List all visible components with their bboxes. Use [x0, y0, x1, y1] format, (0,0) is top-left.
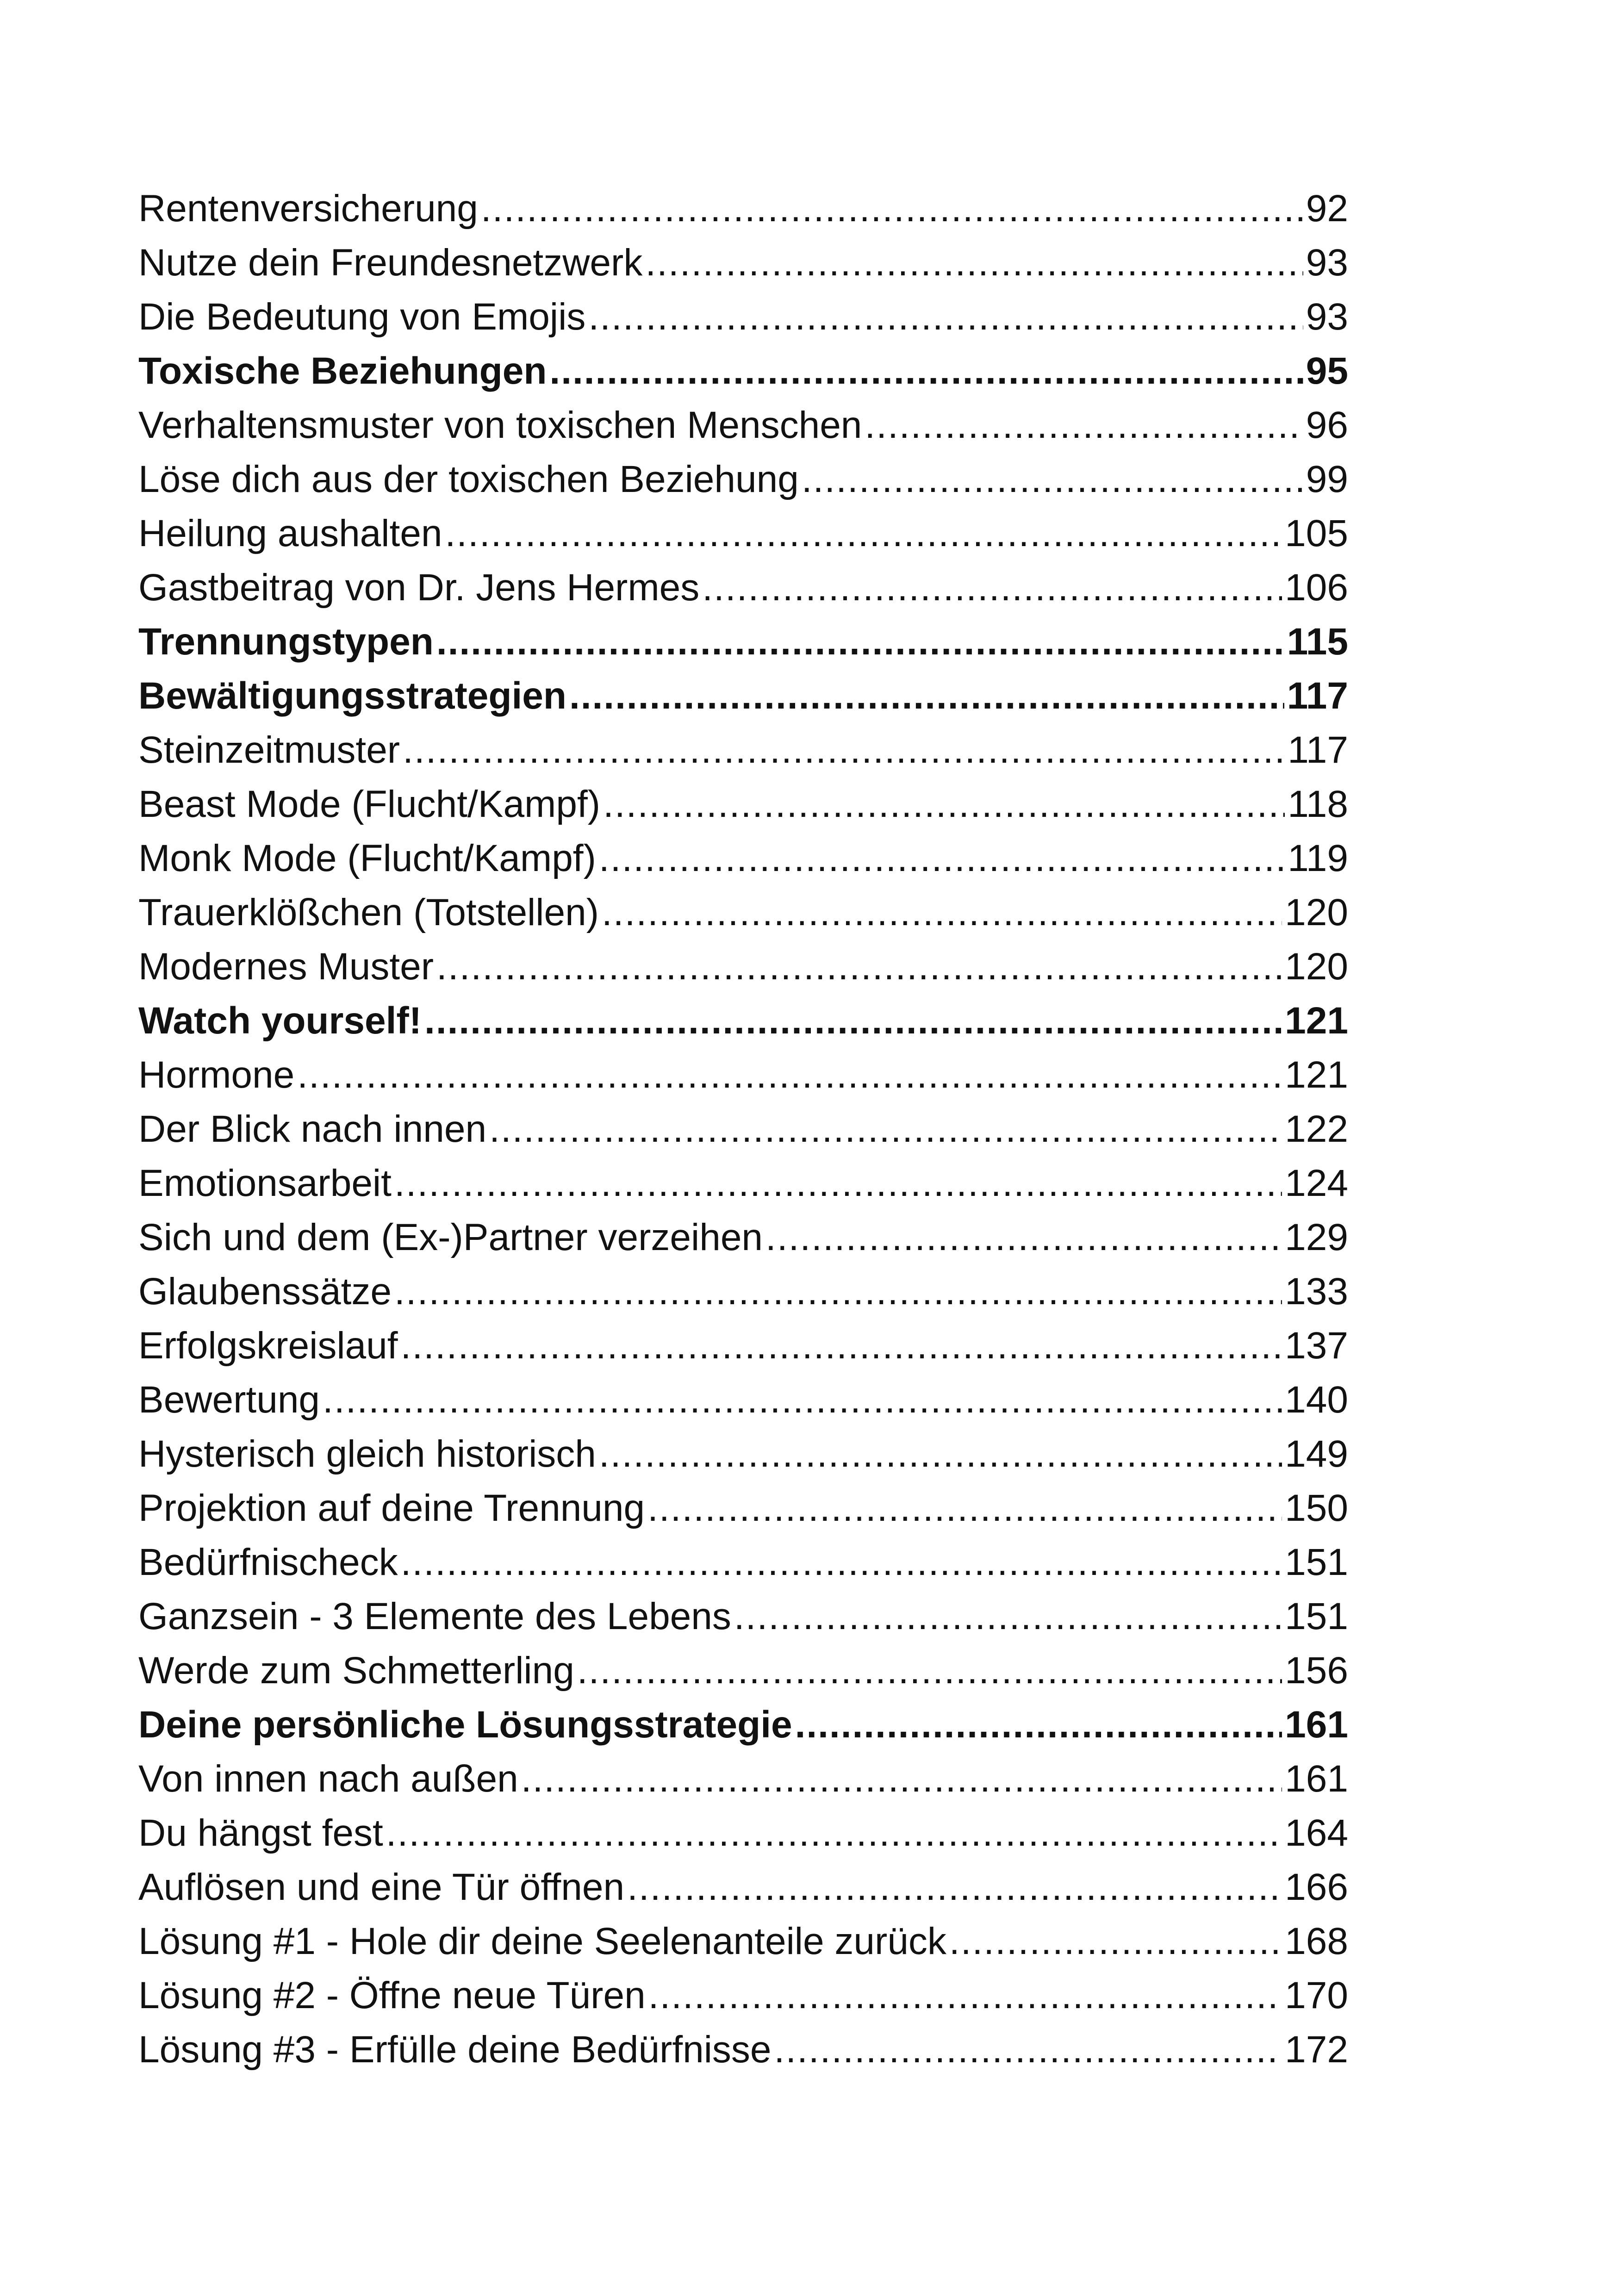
page-number: 140 [1285, 1379, 1348, 1421]
entry-title: Heilung aushalten [138, 512, 442, 554]
page-number: 120 [1285, 891, 1348, 933]
dot-leader [795, 1698, 1282, 1752]
dot-leader [436, 615, 1284, 669]
page-number: 161 [1285, 1704, 1348, 1746]
toc-chapter-entry [138, 344, 1348, 398]
entry-title: Modernes Muster [138, 946, 434, 988]
page-number: 93 [1306, 296, 1348, 338]
dot-leader [588, 290, 1303, 344]
dot-leader [865, 398, 1303, 452]
dot-leader [386, 1806, 1282, 1860]
toc-entry [138, 236, 1348, 290]
entry-title: Emotionsarbeit [138, 1162, 392, 1204]
entry-title: Gastbeitrag von Dr. Jens Hermes [138, 566, 700, 609]
toc-entry [138, 885, 1348, 940]
dot-leader [765, 1210, 1282, 1264]
toc-chapter-entry [138, 669, 1348, 723]
page-number: 172 [1285, 2028, 1348, 2071]
page-number: 164 [1285, 1812, 1348, 1854]
dot-leader [401, 1319, 1282, 1373]
dot-leader [602, 885, 1282, 940]
entry-title: Erfolgskreislauf [138, 1325, 398, 1367]
toc-entry [138, 831, 1348, 885]
dot-leader [394, 1156, 1282, 1210]
toc-entry [138, 2022, 1348, 2077]
toc-entry [138, 1968, 1348, 2022]
page-number: 168 [1285, 1920, 1348, 1962]
entry-title: Beast Mode (Flucht/Kampf) [138, 783, 601, 825]
entry-title: Toxische Beziehungen [138, 350, 547, 392]
page-number: 137 [1285, 1325, 1348, 1367]
page-number: 106 [1285, 566, 1348, 609]
entry-title: Hormone [138, 1054, 295, 1096]
entry-title: Bewertung [138, 1379, 320, 1421]
dot-leader [521, 1752, 1282, 1806]
page-number: 151 [1285, 1595, 1348, 1637]
dot-leader [401, 1535, 1282, 1589]
dot-leader [445, 506, 1282, 560]
page-number: 150 [1285, 1487, 1348, 1529]
page-number: 93 [1306, 242, 1348, 284]
toc-entry [138, 506, 1348, 560]
toc-chapter-entry [138, 994, 1348, 1048]
toc-entry [138, 181, 1348, 236]
entry-title: Sich und dem (Ex-)Partner verzeihen [138, 1216, 763, 1258]
entry-title: Lösung #1 - Hole dir deine Seelenanteile zurück [138, 1920, 946, 1962]
toc-entry [138, 1264, 1348, 1319]
page-number: 133 [1285, 1270, 1348, 1313]
entry-title: Du hängst fest [138, 1812, 383, 1854]
dot-leader [603, 777, 1285, 831]
entry-title: Bewältigungsstrategien [138, 675, 566, 717]
page-number: 105 [1285, 512, 1348, 554]
entry-title: Nutze dein Freundesnetzwerk [138, 242, 643, 284]
dot-leader [702, 560, 1282, 615]
toc-entry [138, 1914, 1348, 1968]
entry-title: Monk Mode (Flucht/Kampf) [138, 837, 596, 879]
dot-leader [802, 452, 1303, 506]
entry-title: Trennungstypen [138, 621, 434, 663]
toc-entry [138, 723, 1348, 777]
entry-title: Von innen nach außen [138, 1758, 518, 1800]
page-number: 92 [1306, 187, 1348, 230]
dot-leader [569, 669, 1284, 723]
dot-leader [394, 1264, 1282, 1319]
toc-entry [138, 1806, 1348, 1860]
page-number: 151 [1285, 1541, 1348, 1583]
toc-entry [138, 1102, 1348, 1156]
dot-leader [599, 1427, 1282, 1481]
entry-title: Bedürfnischeck [138, 1541, 398, 1583]
dot-leader [577, 1643, 1282, 1698]
entry-title: Ganzsein - 3 Elemente des Lebens [138, 1595, 731, 1637]
dot-leader [627, 1860, 1282, 1914]
page-number: 156 [1285, 1649, 1348, 1692]
toc-entry [138, 1481, 1348, 1535]
toc-entry [138, 1427, 1348, 1481]
entry-title: Löse dich aus der toxischen Beziehung [138, 458, 799, 500]
dot-leader [774, 2022, 1282, 2077]
toc-entry [138, 1752, 1348, 1806]
toc-entry [138, 1643, 1348, 1698]
toc-entry [138, 1373, 1348, 1427]
dot-leader [424, 994, 1282, 1048]
dot-leader [297, 1048, 1282, 1102]
toc-entry [138, 1210, 1348, 1264]
entry-title: Rentenversicherung [138, 187, 478, 230]
toc-entry [138, 1535, 1348, 1589]
dot-leader [403, 723, 1285, 777]
entry-title: Deine persönliche Lösungsstrategie [138, 1704, 792, 1746]
toc-entry [138, 777, 1348, 831]
page-number: 115 [1287, 621, 1348, 663]
page-number: 166 [1285, 1866, 1348, 1908]
dot-leader [645, 236, 1303, 290]
toc-entry [138, 1048, 1348, 1102]
entry-title: Hysterisch gleich historisch [138, 1433, 596, 1475]
page-number: 117 [1287, 675, 1348, 717]
entry-title: Watch yourself! [138, 1000, 422, 1042]
dot-leader [436, 940, 1282, 994]
entry-title: Steinzeitmuster [138, 729, 400, 771]
toc-chapter-entry [138, 1698, 1348, 1752]
table-of-contents [138, 181, 1348, 2077]
page-number: 129 [1285, 1216, 1348, 1258]
entry-title: Auflösen und eine Tür öffnen [138, 1866, 625, 1908]
toc-chapter-entry [138, 615, 1348, 669]
entry-title: Der Blick nach innen [138, 1108, 487, 1150]
page-number: 99 [1306, 458, 1348, 500]
toc-entry [138, 1860, 1348, 1914]
page-number: 122 [1285, 1108, 1348, 1150]
entry-title: Glaubenssätze [138, 1270, 392, 1313]
page-number: 96 [1306, 404, 1348, 446]
page-number: 121 [1285, 1054, 1348, 1096]
entry-title: Trauerklößchen (Totstellen) [138, 891, 599, 933]
toc-entry [138, 940, 1348, 994]
page-number: 95 [1306, 350, 1348, 392]
toc-entry [138, 398, 1348, 452]
toc-entry [138, 290, 1348, 344]
entry-title: Werde zum Schmetterling [138, 1649, 574, 1692]
page-number: 124 [1285, 1162, 1348, 1204]
page-number: 118 [1288, 783, 1348, 825]
toc-entry [138, 452, 1348, 506]
toc-entry [138, 1319, 1348, 1373]
dot-leader [549, 344, 1303, 398]
dot-leader [489, 1102, 1282, 1156]
dot-leader [323, 1373, 1282, 1427]
dot-leader [949, 1914, 1282, 1968]
toc-entry [138, 1156, 1348, 1210]
dot-leader [481, 181, 1303, 236]
page-number: 119 [1288, 837, 1348, 879]
dot-leader [734, 1589, 1282, 1643]
toc-entry [138, 1589, 1348, 1643]
entry-title: Die Bedeutung von Emojis [138, 296, 586, 338]
page-number: 121 [1285, 1000, 1348, 1042]
dot-leader [647, 1481, 1282, 1535]
toc-entry [138, 560, 1348, 615]
entry-title: Projektion auf deine Trennung [138, 1487, 645, 1529]
page-number: 149 [1285, 1433, 1348, 1475]
entry-title: Lösung #2 - Öffne neue Türen [138, 1974, 646, 2016]
dot-leader [599, 831, 1285, 885]
page-number: 120 [1285, 946, 1348, 988]
page-number: 117 [1288, 729, 1348, 771]
page-number: 170 [1285, 1974, 1348, 2016]
entry-title: Lösung #3 - Erfülle deine Bedürfnisse [138, 2028, 772, 2071]
entry-title: Verhaltensmuster von toxischen Menschen [138, 404, 862, 446]
page-number: 161 [1285, 1758, 1348, 1800]
dot-leader [648, 1968, 1282, 2022]
